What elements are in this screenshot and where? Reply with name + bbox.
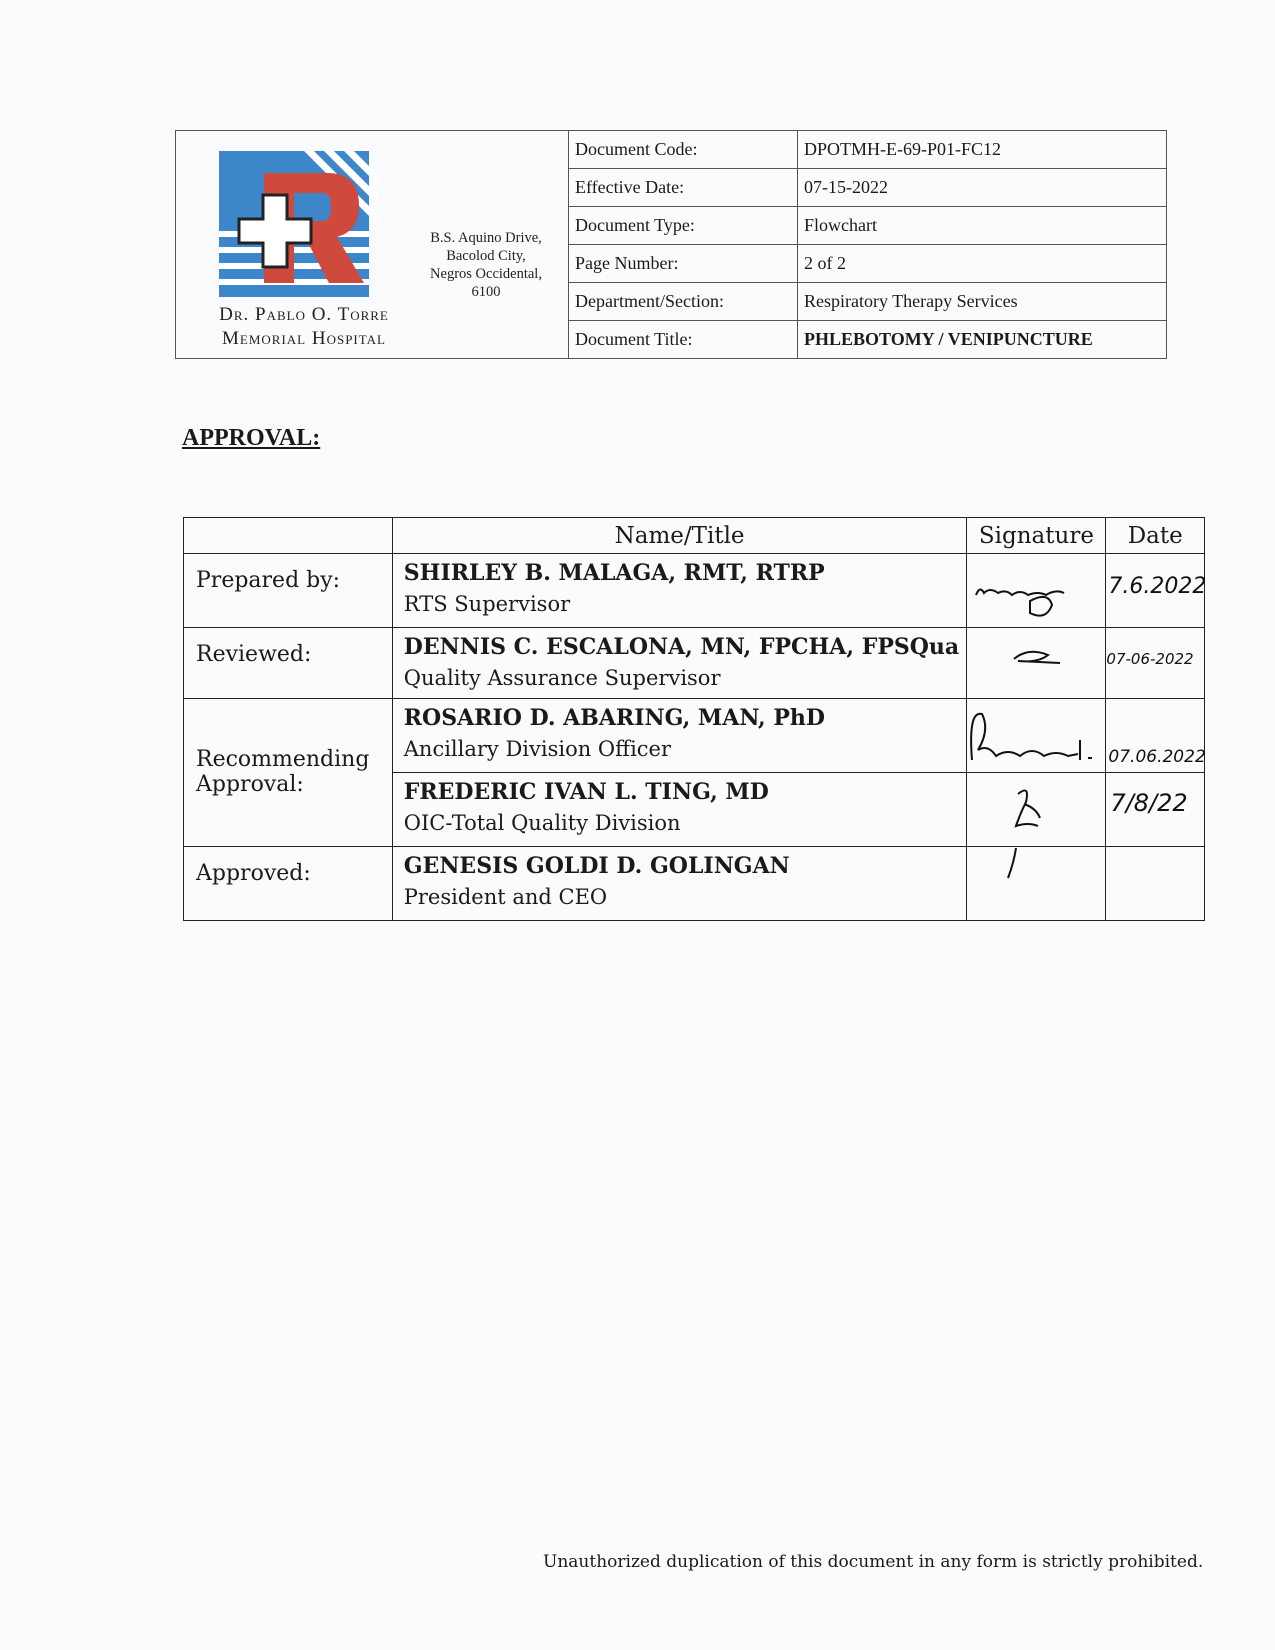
table-row — [184, 554, 1205, 628]
role-line1: Recommending — [196, 747, 370, 772]
role-prepared: Prepared by: — [184, 554, 393, 628]
table-row — [184, 847, 1205, 921]
signature-mark — [968, 629, 1104, 693]
handwritten-date: 07.06.2022 — [1108, 747, 1206, 767]
person-title: President and CEO — [403, 885, 608, 909]
logo-cell — [176, 131, 569, 359]
handwritten-date: 07-06-2022 — [1106, 650, 1194, 668]
table-row — [184, 628, 1205, 699]
person-name: ROSARIO D. ABARING, MAN, PhD — [403, 705, 825, 731]
approval-header-row — [184, 518, 1205, 554]
role-approved: Approved: — [184, 847, 393, 921]
footer-notice: Unauthorized duplication of this document in any form is strictly prohibited. — [543, 1552, 1204, 1572]
address-line3: Negros Occidental, — [430, 266, 542, 282]
page-number-value: 2 of 2 — [798, 245, 1167, 283]
date-cell — [1106, 628, 1205, 699]
department-value: Respiratory Therapy Services — [798, 283, 1167, 321]
person-title: Ancillary Division Officer — [403, 737, 672, 761]
page-number-label: Page Number: — [569, 245, 798, 283]
date-cell — [1106, 554, 1205, 628]
hospital-logo — [219, 151, 379, 303]
name-title-cell — [392, 773, 967, 847]
signature-mark — [968, 700, 1104, 767]
handwritten-date: 7/8/22 — [1110, 789, 1188, 817]
name-title-cell — [392, 628, 967, 699]
signature-mark — [968, 555, 1104, 622]
person-title: Quality Assurance Supervisor — [403, 666, 721, 690]
hospital-name-line2: Memorial Hospital — [222, 328, 386, 349]
document-code-value: DPOTMH-E-69-P01-FC12 — [798, 131, 1167, 169]
date-cell — [1106, 847, 1205, 921]
person-name: GENESIS GOLDI D. GOLINGAN — [403, 853, 790, 879]
approval-heading: APPROVAL: — [182, 425, 321, 451]
person-name: DENNIS C. ESCALONA, MN, FPCHA, FPSQua — [403, 634, 960, 660]
effective-date-value: 07-15-2022 — [798, 169, 1167, 207]
document-title-value: PHLEBOTOMY / VENIPUNCTURE — [798, 321, 1167, 359]
person-title: RTS Supervisor — [403, 592, 571, 616]
signature-cell — [967, 699, 1106, 773]
document-title-label: Document Title: — [569, 321, 798, 359]
address-line2: Bacolod City, — [446, 248, 526, 264]
signature-cell — [967, 773, 1106, 847]
department-label: Department/Section: — [569, 283, 798, 321]
signature-stroke — [968, 848, 1104, 915]
effective-date-label: Effective Date: — [569, 169, 798, 207]
person-name: FREDERIC IVAN L. TING, MD — [403, 779, 769, 805]
date-cell — [1106, 773, 1205, 847]
handwritten-date: 7.6.2022 — [1108, 574, 1207, 599]
role-column-header — [184, 518, 393, 554]
table-row — [184, 699, 1205, 773]
role-reviewed: Reviewed: — [184, 628, 393, 699]
date-column-header: Date — [1106, 518, 1205, 554]
hospital-name-line1: Dr. Pablo O. Torre — [219, 304, 389, 325]
signature-cell — [967, 554, 1106, 628]
approval-table — [183, 517, 1205, 921]
hospital-address — [411, 229, 561, 301]
role-recommending — [184, 699, 393, 847]
person-title: OIC-Total Quality Division — [403, 811, 681, 835]
document-type-value: Flowchart — [798, 207, 1167, 245]
role-line2: Approval: — [196, 772, 304, 797]
address-line1: B.S. Aquino Drive, — [430, 230, 542, 246]
signature-column-header: Signature — [967, 518, 1106, 554]
document-header — [175, 130, 1167, 359]
name-title-column-header: Name/Title — [392, 518, 967, 554]
hospital-name — [194, 303, 414, 351]
name-title-cell — [392, 554, 967, 628]
document-code-label: Document Code: — [569, 131, 798, 169]
signature-cell — [967, 628, 1106, 699]
signature-cell — [967, 847, 1106, 921]
person-name: SHIRLEY B. MALAGA, RMT, RTRP — [403, 560, 825, 586]
name-title-cell — [392, 699, 967, 773]
address-line4: 6100 — [471, 284, 501, 300]
document-type-label: Document Type: — [569, 207, 798, 245]
signature-mark — [968, 774, 1104, 841]
date-cell — [1106, 699, 1205, 773]
name-title-cell — [392, 847, 967, 921]
